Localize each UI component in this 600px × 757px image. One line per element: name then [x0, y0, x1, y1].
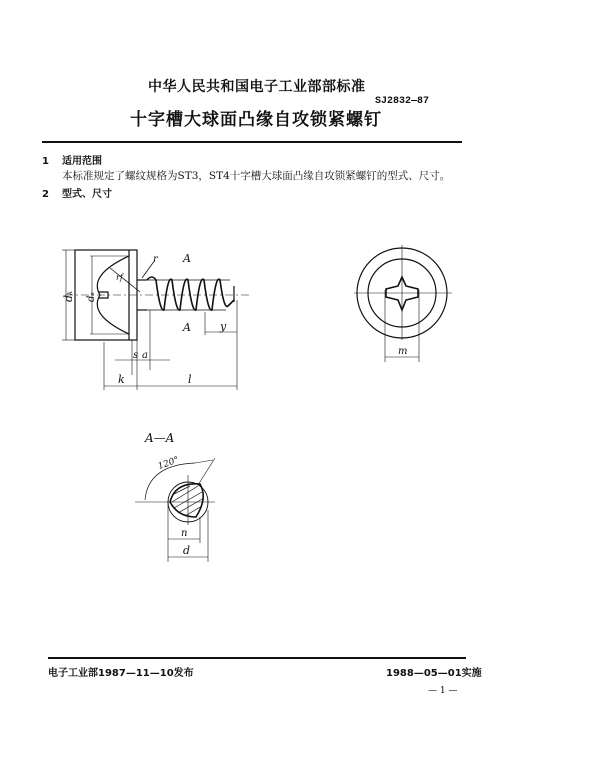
section-mark-top: A: [183, 252, 191, 265]
effective-date: 1988—05—01实施: [386, 668, 482, 679]
section-2-heading: [42, 185, 112, 200]
issue-date: 电子工业部1987—11—10发布: [48, 668, 194, 679]
label-r: r: [153, 254, 158, 265]
section-number: 2: [42, 189, 49, 200]
section-1-heading: [42, 152, 102, 167]
label-m: m: [398, 346, 408, 357]
label-ds: dₛ: [86, 292, 97, 302]
label-y: y: [220, 320, 227, 333]
document-title: 十字槽大球面凸缘自攻锁紧螺钉: [130, 110, 382, 130]
section-number: 1: [42, 156, 49, 167]
header-rule: [42, 141, 462, 143]
label-rf: rf: [116, 273, 123, 282]
label-k: k: [118, 373, 125, 386]
footer-rule: [48, 657, 466, 659]
section-title: 适用范围: [62, 156, 102, 167]
screw-side-view-drawing: [60, 230, 260, 400]
section-title: 型式、尺寸: [62, 189, 112, 200]
section-mark-bottom: A: [183, 321, 191, 334]
label-dk: dₖ: [62, 290, 75, 302]
label-l: l: [188, 373, 192, 386]
label-a: a: [142, 350, 148, 361]
section-1-body: 本标准规定了螺纹规格为ST3，ST4十字槽大球面凸缘自攻锁紧螺钉的型式、尺寸。: [62, 170, 451, 182]
page-number: — 1 —: [428, 686, 458, 696]
label-s: s: [133, 350, 139, 361]
label-angle: 120°: [156, 455, 181, 473]
section-a-a-drawing: [120, 420, 250, 580]
issuing-organization: 中华人民共和国电子工业部部标准: [148, 79, 366, 95]
screw-top-view-drawing: [340, 240, 470, 370]
section-title: A—A: [145, 431, 175, 445]
label-n: n: [181, 528, 188, 539]
label-d: d: [183, 544, 191, 557]
standard-code: SJ2832—87: [375, 96, 430, 107]
